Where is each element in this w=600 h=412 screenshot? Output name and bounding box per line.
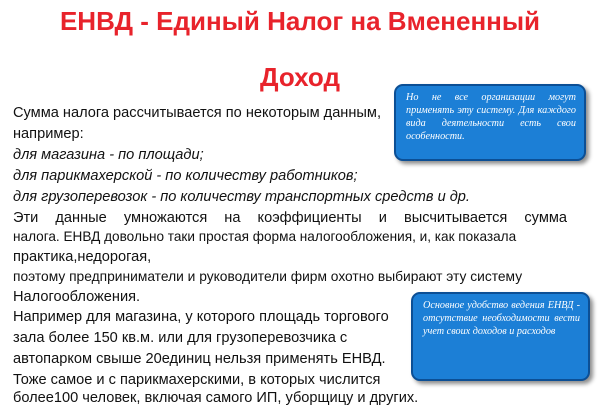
body-line: зала более 150 кв.м. или для грузоперевозчика с [13,330,348,346]
body-line: Тоже самое и с парикмахерскими, в которых числится [13,372,381,388]
body-line: Например для магазина, у которого площадь торгового [13,309,389,325]
body-line: поэтому предприниматели и руководители фирм охотно выбирают эту систему [13,269,523,284]
callout-bottom-text: Основное удобство ведения ЕНВД - отсутствие необходимости вести учет своих доходов и расходов [423,300,580,337]
callout-top [394,84,586,161]
slide-title-line-1: ЕНВД - Единый Налог на Вмененный [59,6,541,36]
callout-top-text: Но не все организации могут применять эту систему. Для каждого вида деятельности есть свои особенности. [406,92,576,142]
body-line: Эти данные умножаются на коэффициенты и высчитывается сумма [13,210,567,226]
body-line: более100 человек, включая самого ИП, уборщицу и других. [13,390,419,406]
body-line: практика,недорогая, [13,249,152,265]
body-line: налога. ЕНВД довольно таки простая форма налогообложения, и, как показала [13,229,517,244]
callout-bottom [411,292,590,381]
body-line: автопарком свыше 20единиц нельзя применять ЕНВД. [13,351,386,367]
body-line: например: [13,126,84,142]
body-line-italic: для магазина - по площади; [13,147,204,163]
body-line: Сумма налога рассчитывается по некоторым данным, [13,105,382,121]
body-line-italic: для парикмахерской - по количеству работников; [13,168,358,184]
body-line: Налогообложения. [13,289,141,305]
body-line-italic: для грузоперевозок - по количеству транспортных средств и др. [13,189,470,205]
slide-title-line-2: Доход [260,62,340,92]
